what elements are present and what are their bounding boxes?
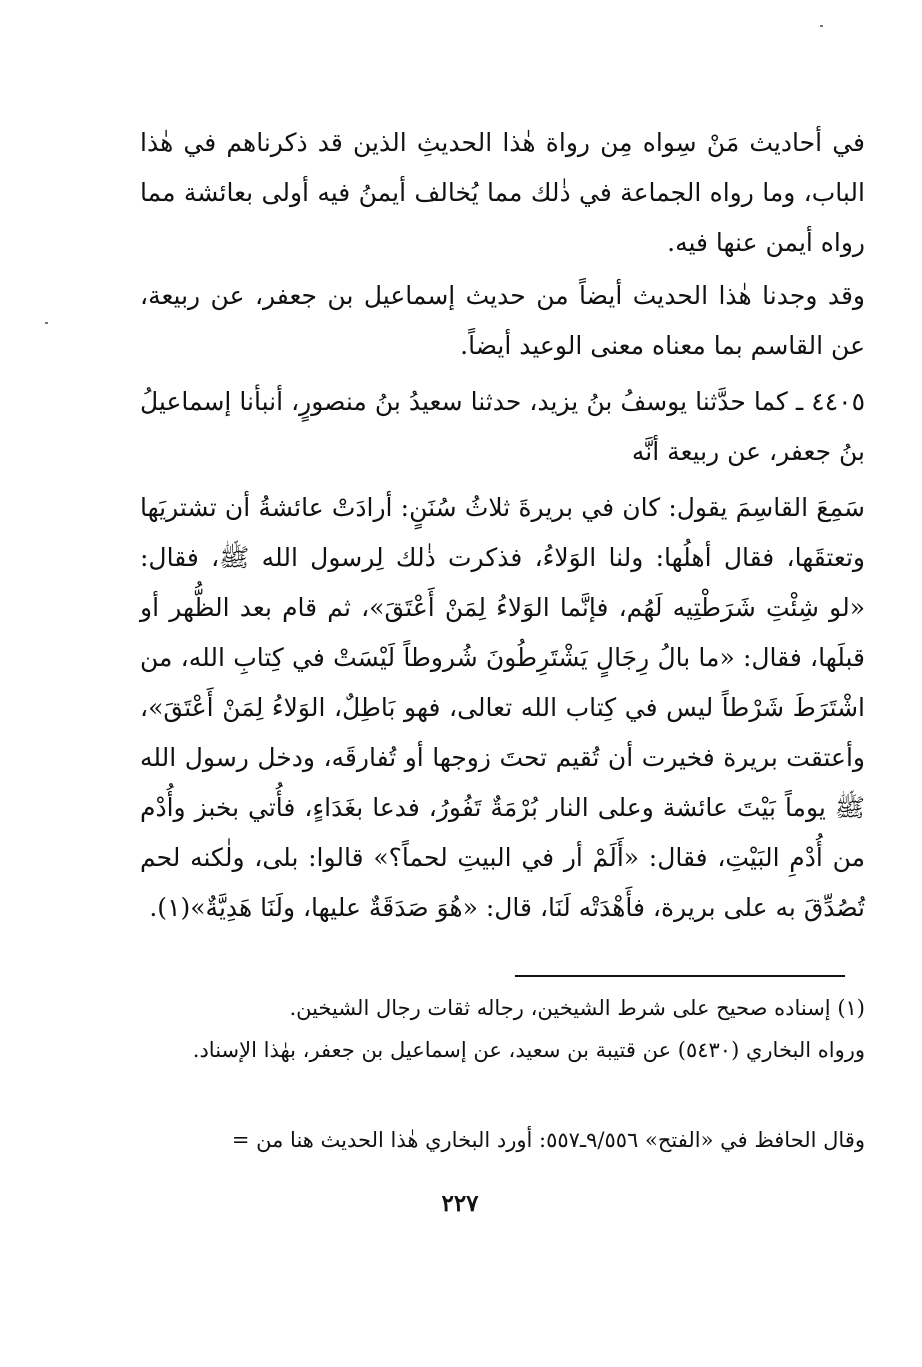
- paragraph-1: في أحاديث مَنْ سِواه مِن رواة هٰذا الحديثِ الذين قد ذكرناهم في هٰذا الباب، وما رواه الجماعة في ذٰلك مما يُخالف أيمنُ فيه أولى بعائشة مما رواه أيمن عنها فيه.: [140, 128, 865, 257]
- hadith-4405-text: سَمِعَ القاسِمَ يقول: كان في بريرةَ ثلاثُ سُنَنٍ: أرادَتْ عائشةُ أن تشتريَها وتعتقَها، فقال أهلُها: ولنا الوَلاءُ، فذكرت ذٰلك لِرسول الله ﷺ، فقال: «لو شِئْتِ شَرَطْتِيه لَهُم، فإنَّما الوَلاءُ لِمَنْ أَعْتَقَ»، ثم قام بعد الظُّهر أو قبلَها، فقال: «ما بالُ رِجَالٍ يَشْتَرِطُونَ شُروطاً لَيْسَتْ في كِتابِ الله، من اشْتَرَطَ شَرْطاً ليس في كِتاب الله تعالى، فهو بَاطِلٌ، الوَلاءُ لِمَنْ أَعْتَقَ»، وأعتقت بريرة فخيرت أن تُقيم تحتَ زوجها أو تُفارقَه، ودخل رسول الله ﷺ يوماً بَيْتَ عائشة وعلى النار بُرْمَةٌ تَفُورُ، فدعا بغَدَاءٍ، فأُتي بخبز وأُدْم من أُدْمِ البَيْتِ، فقال: «أَلَمْ أر في البيتِ لحماً؟» قالوا: بلى، ولٰكنه لحم تُصُدِّقَ به على بريرة، فأَهْدَتْه لَنَا، قال: «هُوَ صَدَقَةٌ عليها، ولَنَا هَدِيَّةٌ»(١).: [140, 493, 865, 922]
- paragraph-2: وقد وجدنا هٰذا الحديث أيضاً من حديث إسماعيل بن جعفر، عن ربيعة، عن القاسم بما معناه معنى الوعيد أيضاً.: [140, 281, 865, 360]
- footnote-2: ورواه البخاري (٥٤٣٠) عن قتيبة بن سعيد، عن إسماعيل بن جعفر، بهٰذا الإسناد.: [192, 1038, 865, 1062]
- scan-speck: [820, 25, 823, 27]
- page-number: ٢٢٧: [441, 1190, 479, 1217]
- footnote-1: (١) إسناده صحيح على شرط الشيخين، رجاله ثقات رجال الشيخين.: [289, 996, 865, 1020]
- footnote-separator: [515, 975, 845, 977]
- scan-speck: [45, 322, 48, 324]
- footnote-3: وقال الحافظ في «الفتح» ٩/٥٥٦ـ٥٥٧: أورد البخاري هٰذا الحديث هنا من =: [231, 1128, 865, 1152]
- hadith-4405-chain: ٤٤٠٥ ـ كما حدَّثنا يوسفُ بنُ يزيد، حدثنا سعيدُ بنُ منصورٍ، أنبأنا إسماعيلُ بنُ جعفر، عن ربيعة أنَّه: [140, 387, 865, 466]
